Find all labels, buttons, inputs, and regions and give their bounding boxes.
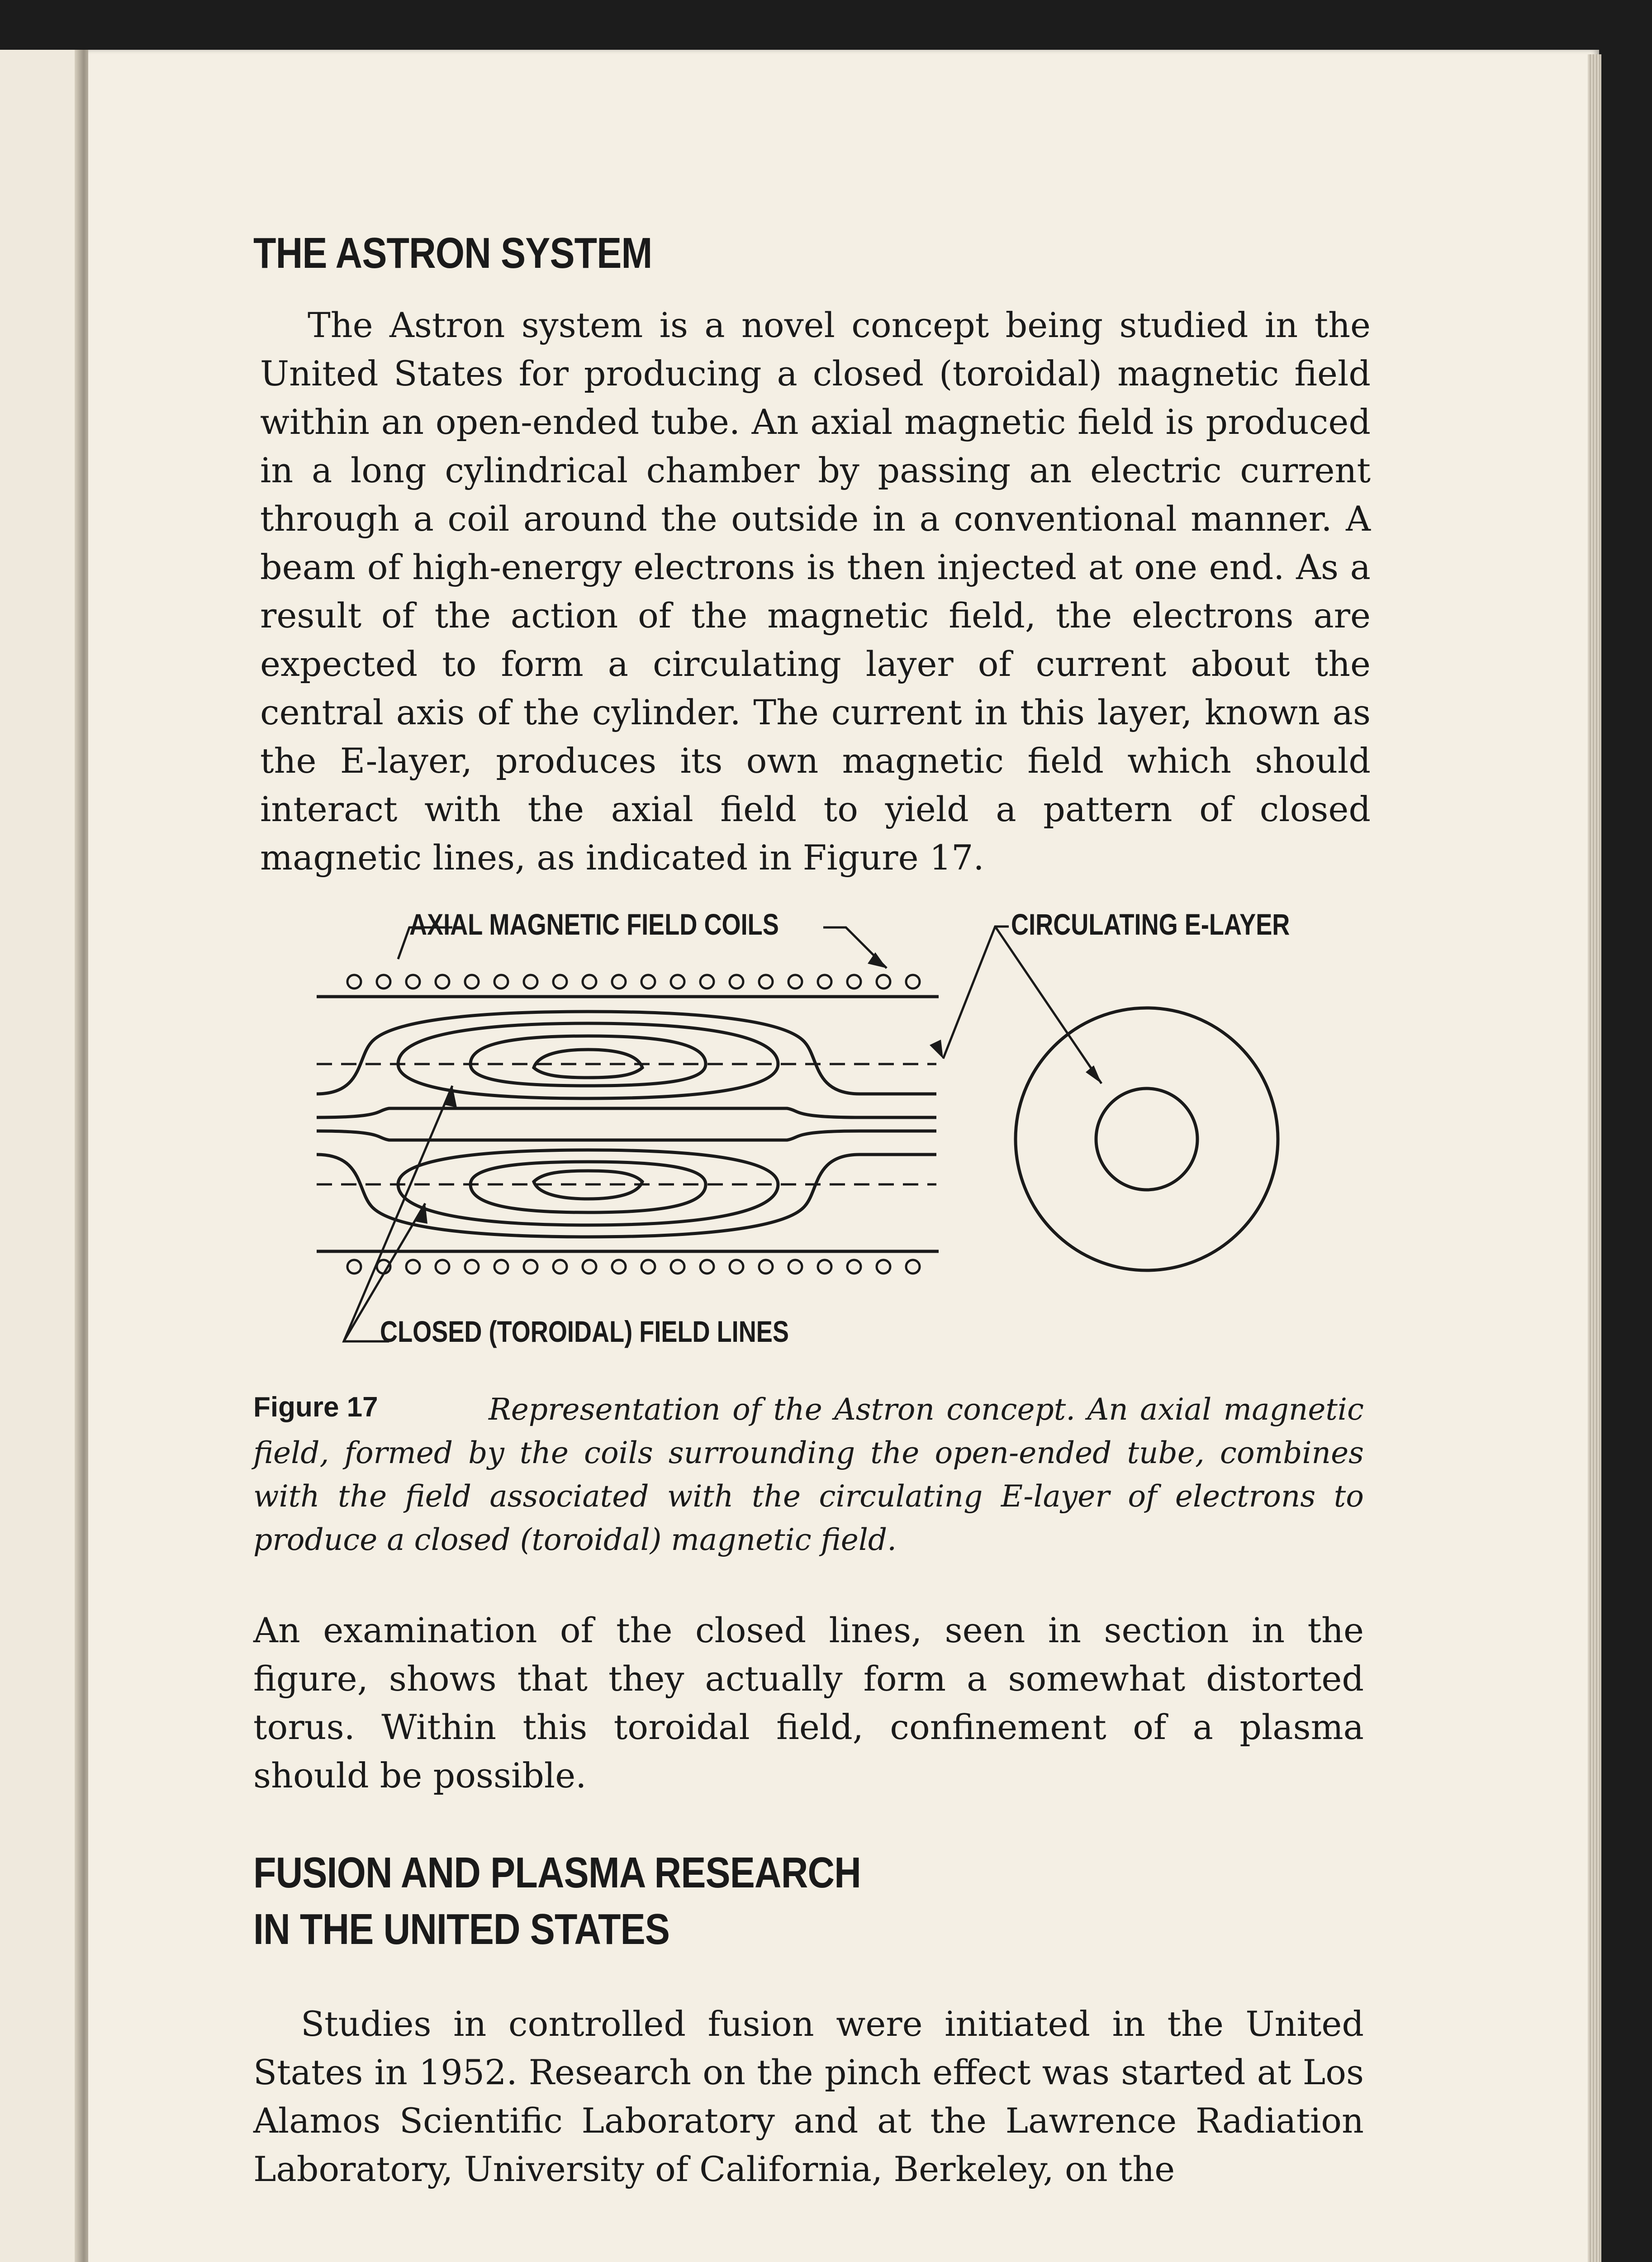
label-axial-field-coils: AXIAL MAGNETIC FIELD COILS <box>409 908 779 941</box>
cross-section <box>1016 1008 1278 1270</box>
leader-lines <box>344 927 1101 1341</box>
figure-label: Figure 17 <box>253 1392 378 1423</box>
astron-paragraph: The Astron system is a novel concept being studied in the United States for producing a closed (toroidal) magnetic field within an open-ended tube. An axial magnetic field is produced in a long cylindrical chamber by passing an electric current through a coil around the outside in a conventional manner. A beam of high-energy electrons is then injected at one end. As a result of the action of the magnetic field, the electrons are expected to form a circulating layer of current about the central axis of the cylinder. The current in this layer, known as the E-layer, produces its own magnetic field which should interact with the axial field to yield a pattern of closed magnetic lines, as indicated in Figure 17. <box>260 305 1371 878</box>
section-heading-astron: THE ASTRON SYSTEM <box>253 229 652 277</box>
coil-row-top <box>347 975 920 988</box>
section-heading-fusion-line2: IN THE UNITED STATES <box>253 1905 670 1953</box>
fusion-paragraph: Studies in controlled fusion were initiated in the United States in 1952. Research on the pinch effect was started at Los Alamos Scientific Laboratory and at the Lawrence Radiation Laboratory, University of California, Berkeley, on the <box>253 2004 1364 2189</box>
field-lines <box>317 1012 936 1237</box>
arrowheads <box>415 952 1101 1224</box>
label-closed-field-lines: CLOSED (TOROIDAL) FIELD LINES <box>380 1315 789 1348</box>
e-layer-dashed <box>317 1064 936 1184</box>
label-circulating-e-layer: CIRCULATING E-LAYER <box>1011 908 1290 941</box>
section-heading-fusion-line1: FUSION AND PLASMA RESEARCH <box>253 1849 861 1897</box>
torus-paragraph: An examination of the closed lines, seen in section in the figure, shows that they actually form a somewhat distorted torus. Within this toroidal field, confinement of a plasma should be possible. <box>253 1610 1364 1796</box>
figure-caption: Representation of the Astron concept. An axial magnetic field, formed by the coils surrounding the open-ended tube, combines with the field associated with the circulating E-layer of electrons to produce a closed (toroidal) magnetic field. <box>253 1392 1364 1557</box>
coil-row-bottom <box>347 1260 920 1274</box>
